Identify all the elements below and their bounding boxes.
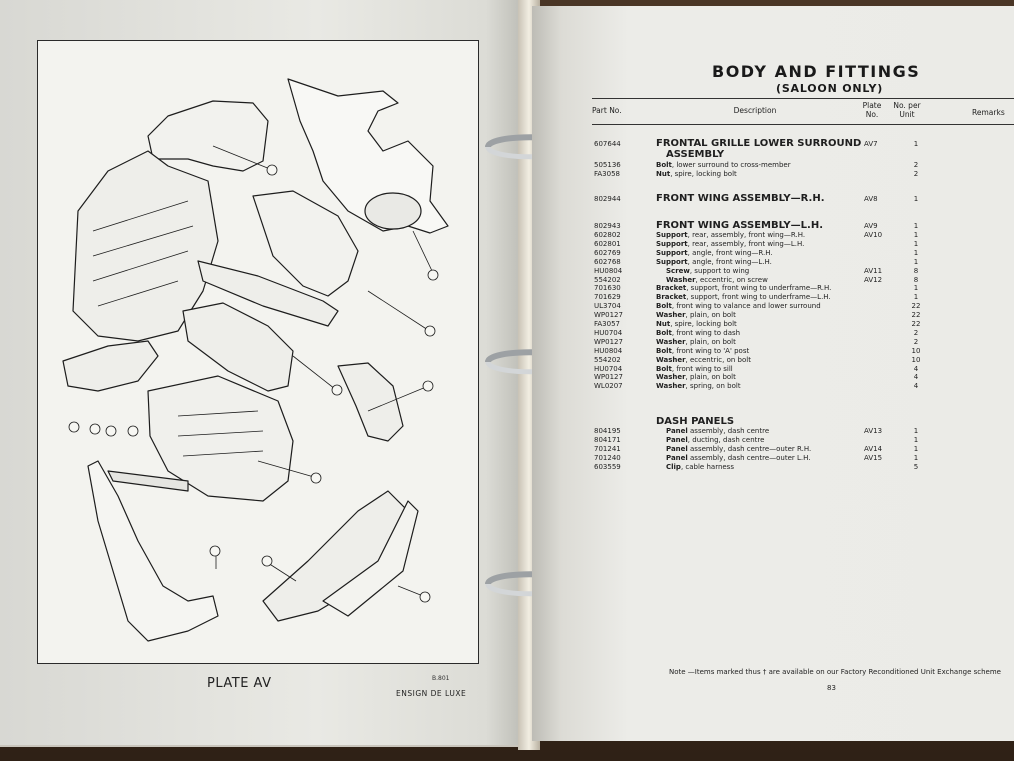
part-number: 602801 — [594, 239, 621, 248]
header-rule-top — [592, 98, 1014, 99]
part-description: Washer, eccentric, on bolt — [656, 355, 751, 364]
part-description: ASSEMBLY — [666, 149, 725, 160]
part-number: WP0127 — [594, 337, 623, 346]
parts-row — [594, 329, 1014, 338]
callout-marker — [311, 473, 321, 483]
quantity-per-unit: 2 — [913, 169, 919, 178]
part-number: WP0127 — [594, 311, 623, 320]
footnote: Note —Items marked thus † are available on our Factory Reconditioned Unit Exchange scheme — [669, 668, 1001, 676]
part-description: Washer, plain, on bolt — [656, 373, 736, 382]
part-description: Bracket, support, front wing to underframe—L.H. — [656, 293, 831, 302]
parts-section-heading — [594, 193, 1014, 205]
quantity-per-unit: 1 — [913, 435, 919, 444]
exploded-body-diagram — [38, 41, 476, 661]
part-description: Nut, spire, locking bolt — [656, 320, 737, 328]
plate-number: AV10 — [864, 231, 883, 239]
parts-row — [594, 170, 1014, 179]
callout-marker — [90, 424, 100, 434]
plate-number: AV7 — [864, 140, 878, 148]
quantity-per-unit: 4 — [913, 373, 919, 382]
dash-ducting-outline — [183, 303, 293, 391]
part-number: 701629 — [594, 293, 621, 302]
callout-marker — [210, 546, 220, 556]
parts-row — [594, 347, 1014, 356]
part-number: 701630 — [594, 284, 621, 293]
part-number: WP0127 — [594, 373, 623, 382]
callout-marker — [420, 592, 430, 602]
parts-row — [594, 302, 1014, 311]
part-number: FA3058 — [594, 169, 620, 178]
part-description: Bolt, front wing to 'A' post — [656, 346, 750, 355]
quantity-per-unit: 2 — [913, 328, 919, 337]
part-number: FA3057 — [594, 320, 620, 328]
part-description: Panel assembly, dash centre — [666, 427, 770, 435]
part-description: Support, angle, front wing—L.H. — [656, 257, 772, 266]
part-number: 602802 — [594, 231, 621, 239]
parts-row — [594, 311, 1014, 320]
part-number: 802943 — [594, 222, 621, 230]
part-number: 701240 — [594, 453, 621, 462]
quantity-per-unit: 1 — [913, 293, 919, 302]
callout-marker — [106, 426, 116, 436]
parts-row — [594, 267, 1014, 276]
quantity-per-unit: 1 — [913, 453, 919, 462]
parts-row — [594, 463, 1014, 472]
part-number: 804195 — [594, 427, 621, 435]
parts-row — [594, 445, 1014, 454]
part-number: 602768 — [594, 257, 621, 266]
parts-row — [594, 240, 1014, 249]
part-description: Bolt, front wing to dash — [656, 328, 741, 337]
plate-reference: B.801 — [432, 675, 450, 682]
quantity-per-unit: 1 — [913, 257, 919, 266]
quantity-per-unit: 1 — [913, 248, 919, 257]
scoop-panel-outline — [63, 341, 158, 391]
column-header-description: Description — [733, 106, 777, 115]
parts-row — [594, 161, 1014, 170]
parts-row — [594, 320, 1014, 329]
quantity-per-unit: 1 — [913, 284, 919, 293]
quantity-per-unit: 2 — [913, 337, 919, 346]
quantity-per-unit: 1 — [913, 231, 919, 239]
quantity-per-unit: 22 — [911, 302, 921, 311]
page-number: 83 — [827, 684, 836, 692]
part-description: Panel assembly, dash centre—outer L.H. — [666, 453, 811, 462]
part-description: Clip, cable harness — [666, 462, 734, 471]
part-number: HU0804 — [594, 266, 623, 275]
part-description: Panel, ducting, dash centre — [666, 435, 765, 444]
callout-marker — [332, 385, 342, 395]
parts-row — [594, 436, 1014, 445]
quantity-per-unit: 1 — [913, 444, 919, 453]
callout-marker — [69, 422, 79, 432]
parts-row — [594, 293, 1014, 302]
page-title: BODY AND FITTINGS — [712, 62, 921, 81]
part-description: Bracket, support, front wing to underframe—R.H. — [656, 284, 832, 293]
quantity-per-unit: 1 — [913, 195, 919, 203]
quantity-per-unit: 1 — [913, 239, 919, 248]
plate-number: AV13 — [864, 427, 883, 435]
part-description: Bolt, front wing to valance and lower surround — [656, 302, 821, 311]
plate-number: AV12 — [864, 275, 883, 284]
part-description: Screw, support to wing — [666, 266, 750, 275]
quantity-per-unit: 2 — [913, 161, 919, 169]
parts-row — [594, 284, 1014, 293]
part-description: Support, angle, front wing—R.H. — [656, 248, 773, 257]
column-header-no-per-unit: No. per Unit — [893, 101, 921, 119]
part-number: 804171 — [594, 435, 621, 444]
column-header-part-no: Part No. — [592, 106, 622, 115]
quantity-per-unit: 1 — [913, 427, 919, 435]
part-number: HU0704 — [594, 328, 623, 337]
parts-section-heading-continued — [594, 149, 1014, 161]
part-description: FRONTAL GRILLE LOWER SURROUND — [656, 138, 862, 149]
parts-row — [594, 231, 1014, 240]
part-description: DASH PANELS — [656, 416, 735, 427]
parts-row — [594, 258, 1014, 267]
quantity-per-unit: 22 — [911, 311, 921, 320]
part-number: HU0804 — [594, 346, 623, 355]
plate-number: AV9 — [864, 222, 878, 230]
parts-row — [594, 373, 1014, 382]
part-number: 607644 — [594, 140, 621, 148]
part-number: HU0704 — [594, 364, 623, 373]
column-header-plate-no: Plate No. — [862, 101, 882, 119]
quantity-per-unit: 22 — [911, 320, 921, 328]
quantity-per-unit: 4 — [913, 364, 919, 373]
part-description: Bolt, front wing to sill — [656, 364, 733, 373]
part-description: Panel assembly, dash centre—outer R.H. — [666, 444, 812, 453]
header-rule-bottom — [592, 124, 1014, 125]
parts-row — [594, 365, 1014, 374]
column-header-remarks: Remarks — [972, 108, 1005, 117]
part-description: FRONT WING ASSEMBLY—L.H. — [656, 220, 824, 231]
part-description: Washer, plain, on bolt — [656, 337, 736, 346]
part-description: Support, rear, assembly, front wing—R.H. — [656, 231, 806, 239]
part-number: 554202 — [594, 355, 621, 364]
plate-label: PLATE AV — [207, 676, 272, 691]
part-number: 602769 — [594, 248, 621, 257]
quantity-per-unit: 8 — [913, 266, 919, 275]
callout-marker — [428, 270, 438, 280]
parts-row — [594, 356, 1014, 365]
plate-number: AV14 — [864, 444, 883, 453]
parts-row — [594, 454, 1014, 463]
quantity-per-unit: 10 — [911, 355, 921, 364]
dash-outer-panel-outline — [338, 363, 403, 441]
part-number: 505136 — [594, 161, 621, 169]
part-description: Support, rear, assembly, front wing—L.H. — [656, 239, 805, 248]
callout-marker — [425, 326, 435, 336]
part-number: 802944 — [594, 195, 621, 203]
callout-marker — [267, 165, 277, 175]
parts-row — [594, 276, 1014, 285]
quantity-per-unit: 1 — [913, 140, 919, 148]
callout-marker — [262, 556, 272, 566]
plate-number: AV8 — [864, 195, 878, 203]
part-number: WL0207 — [594, 382, 623, 391]
part-description: Washer, spring, on bolt — [656, 382, 741, 391]
part-number: 554202 — [594, 275, 621, 284]
part-description: Washer, plain, on bolt — [656, 311, 736, 320]
part-number: UL3704 — [594, 302, 621, 311]
parts-row — [594, 427, 1014, 436]
quantity-per-unit: 4 — [913, 382, 919, 391]
quantity-per-unit: 1 — [913, 222, 919, 230]
callout-marker — [423, 381, 433, 391]
quantity-per-unit: 5 — [913, 462, 919, 471]
parts-row — [594, 338, 1014, 347]
wheel-arch-outline — [365, 193, 421, 229]
callout-marker — [128, 426, 138, 436]
page-subtitle: (SALOON ONLY) — [776, 82, 884, 95]
part-number: 701241 — [594, 444, 621, 453]
part-description: Washer, eccentric, on screw — [666, 275, 768, 284]
part-description: Bolt, lower surround to cross-member — [656, 161, 791, 169]
plate-number: AV11 — [864, 266, 883, 275]
parts-row — [594, 382, 1014, 391]
model-footer: ENSIGN DE LUXE — [396, 689, 467, 698]
part-number: 603559 — [594, 462, 621, 471]
quantity-per-unit: 8 — [913, 275, 919, 284]
part-description: FRONT WING ASSEMBLY—R.H. — [656, 193, 825, 204]
parts-row — [594, 249, 1014, 258]
part-description: Nut, spire, locking bolt — [656, 169, 737, 178]
quantity-per-unit: 10 — [911, 346, 921, 355]
plate-number: AV15 — [864, 453, 883, 462]
